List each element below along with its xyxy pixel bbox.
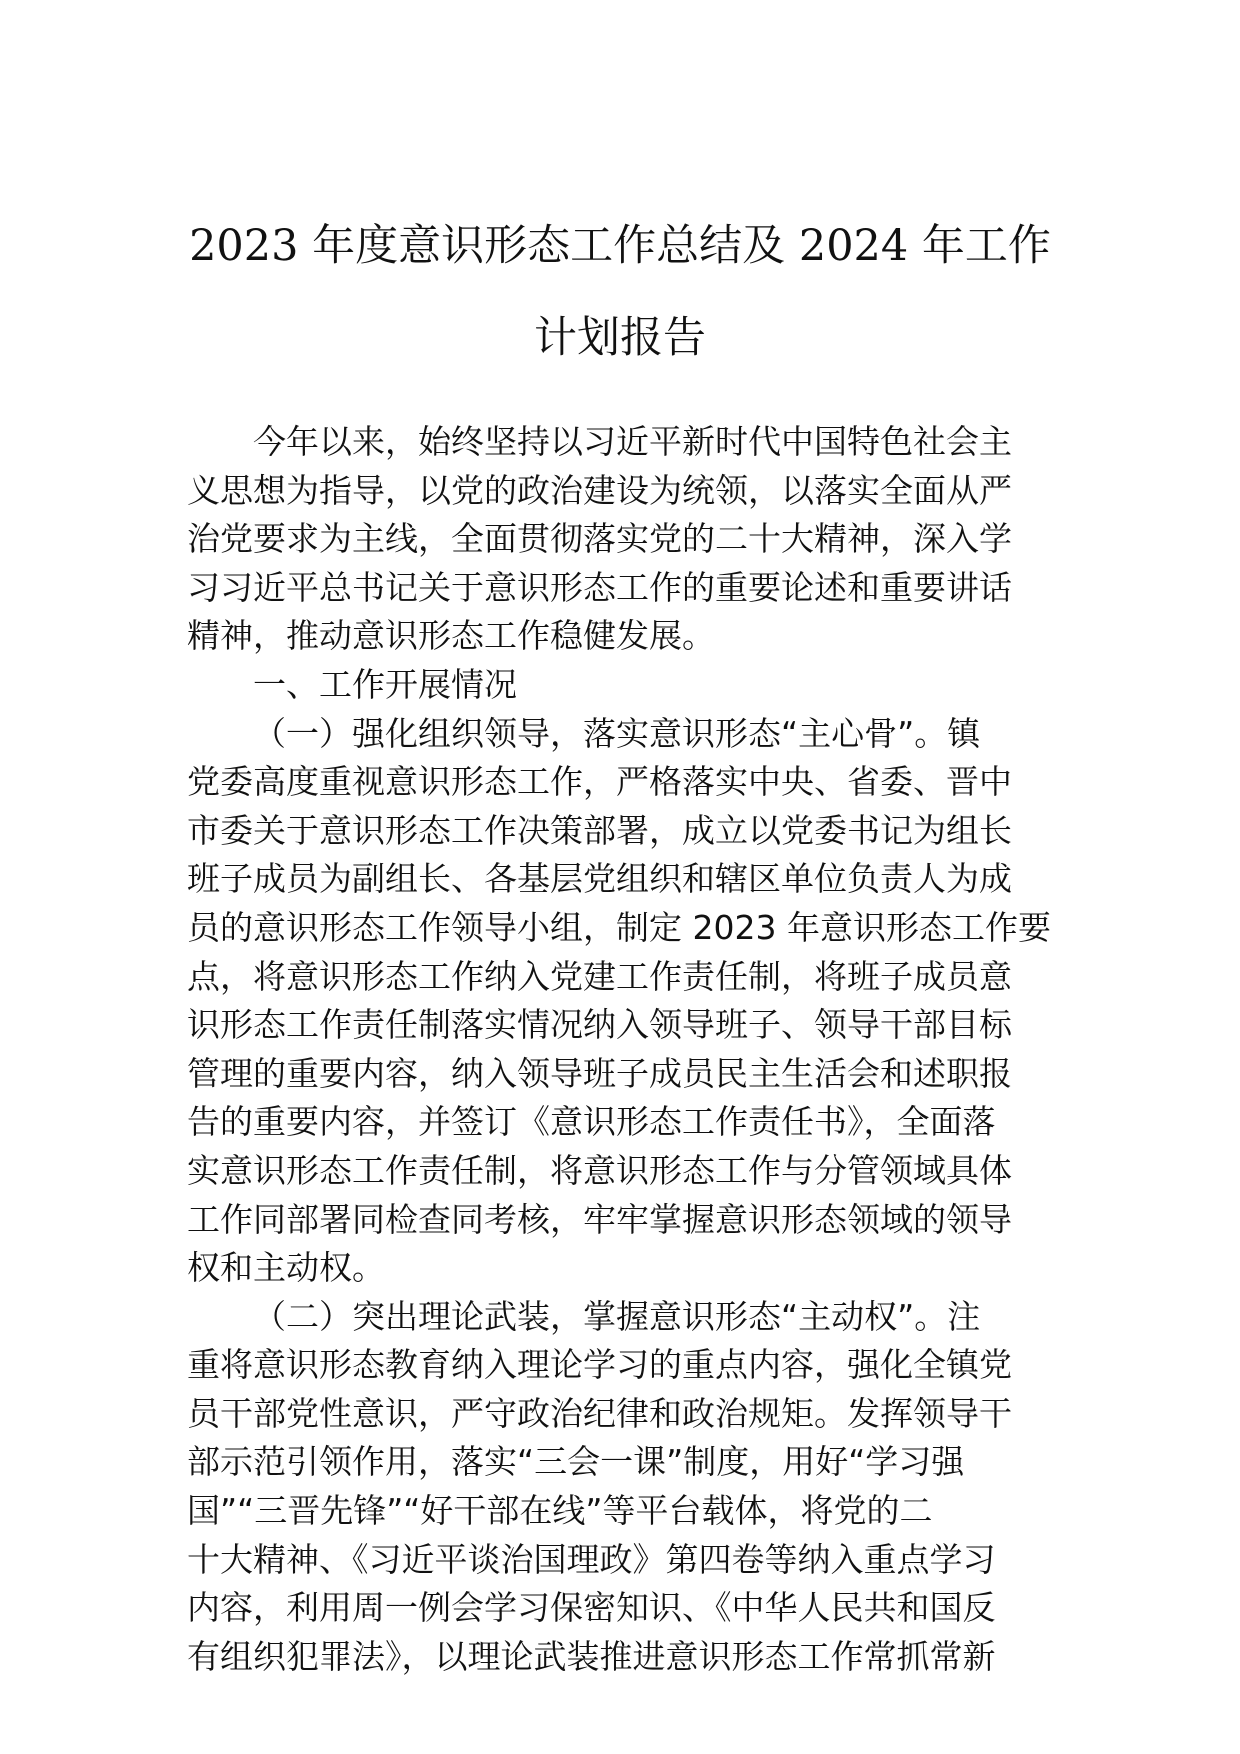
body-line: 十大精神、《习近平谈治国理政》第四卷等纳入重点学习 — [187, 1539, 996, 1579]
body-line: 实意识形态工作责任制，将意识形态工作与分管领域具体 — [187, 1150, 1012, 1190]
section-heading: 一、工作开展情况 — [253, 664, 517, 704]
body-line: 习习近平总书记关于意识形态工作的重要论述和重要讲话 — [187, 567, 1012, 607]
body-line: 权和主动权。 — [187, 1248, 385, 1288]
body-line: 市委关于意识形态工作决策部署，成立以党委书记为组长 — [187, 810, 1012, 850]
body-line: 点，将意识形态工作纳入党建工作责任制，将班子成员意 — [187, 956, 1012, 996]
body-line: （一）强化组织领导，落实意识形态“主心骨”。镇 — [253, 713, 981, 753]
body-line: 治党要求为主线，全面贯彻落实党的二十大精神，深入学 — [187, 519, 1012, 559]
body-line: （二）突出理论武装，掌握意识形态“主动权”。注 — [253, 1296, 981, 1336]
body-line: 今年以来，始终坚持以习近平新时代中国特色社会主 — [253, 422, 1012, 461]
body-line: 员的意识形态工作领导小组，制定 2023 年意识形态工作要 — [187, 907, 1051, 947]
body-line: 工作同部署同检查同考核，牢牢掌握意识形态领域的领导 — [187, 1199, 1012, 1239]
body-line: 识形态工作责任制落实情况纳入领导班子、领导干部目标 — [187, 1005, 1012, 1045]
body-line: 员干部党性意识，严守政治纪律和政治规矩。发挥领导干 — [187, 1393, 1012, 1433]
body-line: 重将意识形态教育纳入理论学习的重点内容，强化全镇党 — [187, 1345, 1012, 1385]
body-line: 内容，利用周一例会学习保密知识、《中华人民共和国反 — [187, 1588, 996, 1628]
body-line: 告的重要内容，并签订《意识形态工作责任书》，全面落 — [187, 1102, 996, 1142]
body-line: 班子成员为副组长、各基层党组织和辖区单位负责人为成 — [187, 859, 1012, 899]
body-line: 精神，推动意识形态工作稳健发展。 — [187, 616, 715, 656]
document-title-line-1: 2023 年度意识形态工作总结及 2024 年工作 — [189, 221, 1051, 271]
document-title-line-2: 计划报告 — [534, 313, 706, 363]
body-line: 党委高度重视意识形态工作，严格落实中央、省委、晋中 — [187, 762, 1012, 802]
body-line: 有组织犯罪法》，以理论武装推进意识形态工作常抓常新 — [187, 1636, 996, 1676]
body-line: 管理的重要内容，纳入领导班子成员民主生活会和述职报 — [187, 1053, 1012, 1093]
document-body — [187, 418, 1057, 1681]
body-line: 国”“三晋先锋”“好干部在线”等平台载体，将党的二 — [187, 1491, 933, 1531]
body-line: 义思想为指导，以党的政治建设为统领，以落实全面从严 — [187, 470, 1012, 510]
body-line: 部示范引领作用，落实“三会一课”制度，用好“学习强 — [187, 1442, 965, 1482]
